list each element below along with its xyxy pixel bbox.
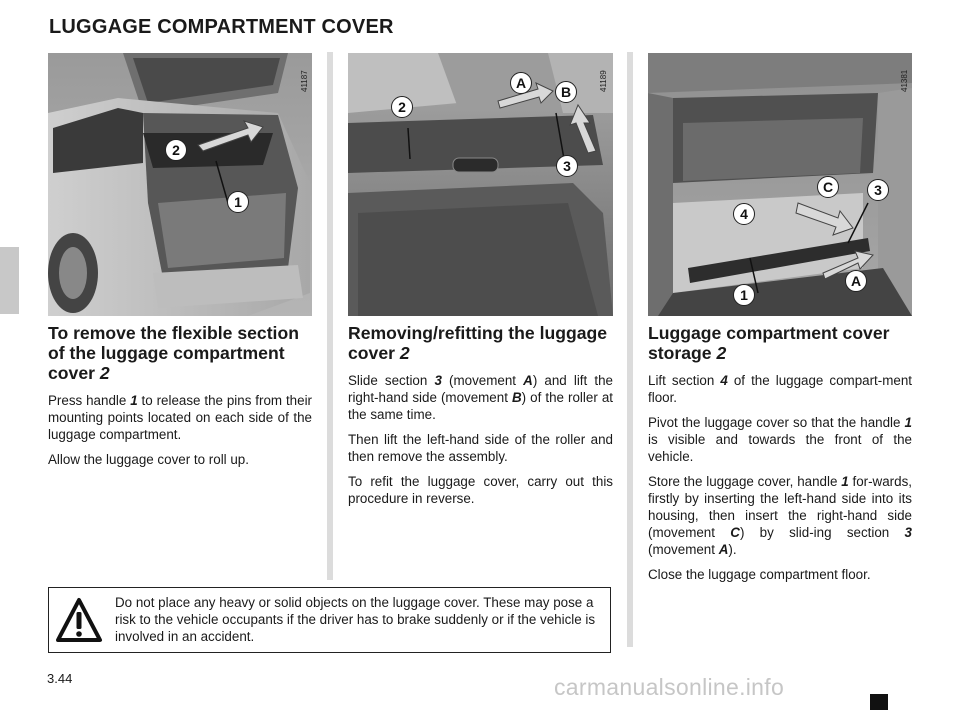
section-removing-refitting	[348, 323, 613, 515]
figure-car-rear-open	[48, 53, 312, 316]
callout-marker: 1	[733, 284, 755, 306]
section-remove-flexible	[48, 323, 312, 476]
callout-marker: 4	[733, 203, 755, 225]
callout-marker: 2	[165, 139, 187, 161]
page-title: LUGGAGE COMPARTMENT COVER	[49, 16, 394, 38]
callout-marker: 3	[867, 179, 889, 201]
section-heading: To remove the flexible section of the luggage compartment cover 2	[48, 323, 299, 383]
warning-box	[48, 587, 611, 653]
callout-marker: B	[555, 81, 577, 103]
callout-marker: C	[817, 176, 839, 198]
warning-text: Do not place any heavy or solid objects on the luggage cover. These may pose a risk to the vehicle occupants if the driver has to brake suddenly or if the vehicle is involved in an accident.	[115, 595, 596, 644]
section-heading: Luggage compartment cover storage 2	[648, 323, 890, 363]
paragraph: Slide section 3 (movement A) and lift the right-hand side (movement B) of the roller at the same time.	[348, 373, 613, 422]
column-divider-right	[627, 52, 633, 647]
paragraph: Close the luggage compartment floor.	[648, 567, 871, 582]
callout-marker: A	[510, 72, 532, 94]
paragraph: To refit the luggage cover, carry out this procedure in reverse.	[348, 474, 613, 506]
paragraph: Allow the luggage cover to roll up.	[48, 452, 249, 467]
paragraph: Pivot the luggage cover so that the handle 1 is visible and towards the front of the vehicle.	[648, 415, 912, 464]
callout-marker: 3	[556, 155, 578, 177]
figure-ref-number: 41189	[599, 70, 608, 92]
paragraph: Lift section 4 of the luggage compart-ment floor.	[648, 373, 913, 405]
page-number: 3.44	[47, 671, 73, 686]
page-corner-mark	[870, 694, 888, 710]
callout-marker: 2	[391, 96, 413, 118]
section-cover-storage	[648, 323, 912, 591]
callout-marker: 1	[227, 191, 249, 213]
paragraph: Then lift the left-hand side of the roller and then remove the assembly.	[348, 432, 613, 464]
figure-ref-number: 41381	[900, 69, 909, 92]
chapter-side-tab	[0, 247, 19, 314]
warning-triangle-icon	[55, 592, 103, 648]
paragraph: Press handle 1 to release the pins from their mounting points located on each side of the luggage compartment.	[48, 393, 312, 442]
watermark: carmanualsonline.info	[554, 674, 785, 700]
column-divider-left	[327, 52, 333, 580]
callout-marker: A	[845, 270, 867, 292]
paragraph: Store the luggage cover, handle 1 for-wards, firstly by inserting the left-hand side into its housing, then insert the right-hand side (movement C) by slid-ing section 3 (movement A).	[648, 474, 912, 557]
section-heading: Removing/refitting the luggage cover 2	[348, 323, 608, 363]
figure-ref-number: 41187	[300, 70, 309, 92]
